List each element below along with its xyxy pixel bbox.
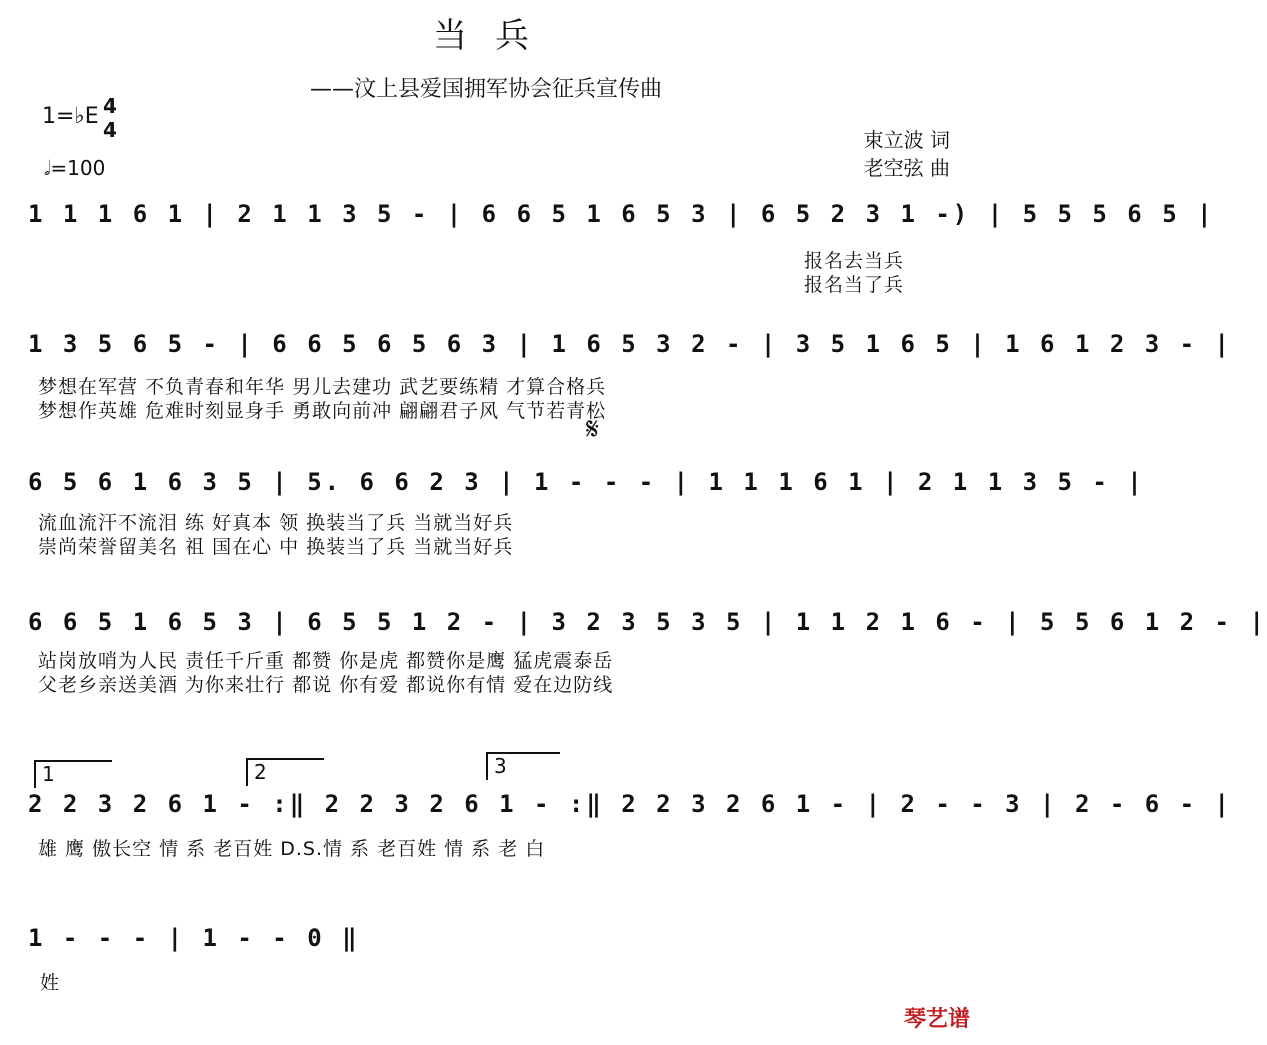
notes-row-2: 1 3 5 6 5 - | 6 6 5 6 5 6 3 | 1 6 5 3 2 - | 3 5 1 6 5 | 1 6 1 2 3 - |	[28, 330, 1232, 358]
volta-1	[34, 760, 112, 788]
staff-row-4	[28, 604, 1267, 644]
lyrics-row-2-verse-1: 梦想在军营 不负青春和年华 男儿去建功 武艺要练精 才算合格兵	[38, 376, 607, 398]
staff-row-1	[28, 196, 1215, 236]
volta-2	[246, 758, 324, 786]
notes-row-3: 6 5 6 1 6 3 5 | 5. 6 6 2 3 | 1 - - - | 1 1 1 6 1 | 2 1 1 3 5 - |	[28, 468, 1145, 496]
tempo-marking: 𝅗𝅥=100	[44, 156, 106, 180]
lyrics-row-3-verse-2: 崇尚荣誉留美名 祖 国在心 中 换装当了兵 当就当好兵	[38, 536, 514, 558]
lyrics-row-5: 雄 鹰 傲长空 情 系 老百姓 D.S.情 系 老百姓 情 系 老 白	[38, 838, 546, 860]
lyrics-row-2-verse-2: 梦想作英雄 危难时刻显身手 勇敢向前冲 翩翩君子风 气节若青松	[38, 400, 607, 422]
site-logo: 琴艺谱	[903, 1007, 970, 1032]
staff-row-2	[28, 326, 1232, 366]
key-signature: 1=♭E	[42, 104, 99, 129]
staff-row-6	[28, 920, 360, 960]
notes-row-5: 2 2 3 2 6 1 - :‖ 2 2 3 2 6 1 - :‖ 2 2 3 2 6 1 - | 2 - - 3 | 2 - 6 - |	[28, 790, 1232, 818]
lyrics-row-6: 姓	[40, 972, 61, 994]
time-signature	[103, 94, 117, 142]
lyrics-row-3-verse-1: 流血流汗不流泪 练 好真本 领 换装当了兵 当就当好兵	[38, 512, 514, 534]
volta-3-label: 3	[494, 754, 507, 778]
time-signature-top: 4	[103, 94, 117, 118]
lyrics-row-4-verse-1: 站岗放哨为人民 责任千斤重 都赞 你是虎 都赞你是鹰 猛虎震泰岳	[38, 650, 614, 672]
song-subtitle: ——汶上县爱国拥军协会征兵宣传曲	[310, 77, 663, 102]
notes-row-1: 1 1 1 6 1 | 2 1 1 3 5 - | 6 6 5 1 6 5 3 | 6 5 2 3 1 -) | 5 5 5 6 5 |	[28, 200, 1215, 228]
composer-credit: 老空弦 曲	[863, 156, 950, 180]
volta-3	[486, 752, 560, 780]
song-title: 当兵	[433, 16, 557, 56]
volta-1-label: 1	[42, 762, 55, 786]
lyricist-credit: 束立波 词	[863, 128, 950, 152]
lyrics-row-1-verse-2: 报名当了兵	[804, 274, 905, 296]
volta-2-label: 2	[254, 760, 267, 784]
notes-row-6: 1 - - - | 1 - - 0 ‖	[28, 924, 360, 952]
lyrics-row-4-verse-2: 父老乡亲送美酒 为你来壮行 都说 你有爱 都说你有情 爱在边防线	[38, 674, 614, 696]
segno-sign: 𝄋	[586, 412, 599, 447]
staff-row-3	[28, 464, 1145, 504]
notes-row-4: 6 6 5 1 6 5 3 | 6 5 5 1 2 - | 3 2 3 5 3 5 | 1 1 2 1 6 - | 5 5 6 1 2 - |	[28, 608, 1267, 636]
lyrics-row-1-verse-1: 报名去当兵	[804, 250, 905, 272]
time-signature-bottom: 4	[103, 118, 117, 142]
staff-row-5	[28, 786, 1232, 826]
